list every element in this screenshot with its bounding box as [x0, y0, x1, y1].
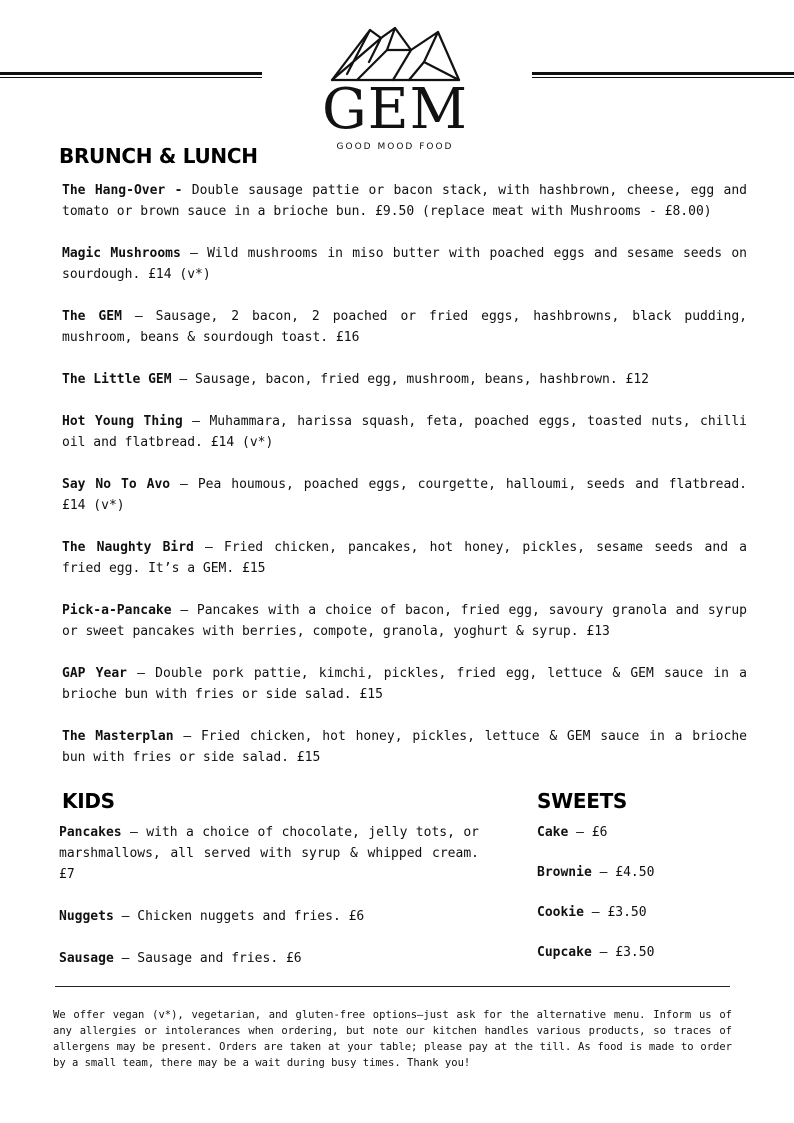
kids-menu-list	[59, 822, 479, 990]
menu-item-name: GAP Year	[62, 666, 127, 681]
menu-item-name: The GEM	[62, 309, 122, 324]
menu-item-name: Brownie	[537, 865, 592, 880]
menu-item-name: Sausage	[59, 951, 114, 966]
menu-item-description: – Sausage, 2 bacon, 2 poached or fried eggs, hashbrowns, black pudding, mushroom, beans & sourdough toast. £16	[62, 309, 747, 345]
menu-item-name: The Masterplan	[62, 729, 174, 744]
menu-item-description: – Fried chicken, hot honey, pickles, lettuce & GEM sauce in a brioche bun with fries or side salad. £15	[62, 729, 747, 765]
menu-item-name: Cake	[537, 825, 569, 840]
footer-divider	[55, 986, 730, 987]
menu-item	[62, 537, 747, 579]
menu-item-name: Pancakes	[59, 825, 122, 840]
menu-item	[59, 948, 479, 969]
menu-item	[537, 822, 757, 843]
brand-name: GEM	[322, 77, 468, 142]
menu-item	[62, 600, 747, 642]
header-rule-left	[0, 72, 262, 79]
footer-note: We offer vegan (v*), vegetarian, and gluten-free options—just ask for the alternative menu. Inform us of any allergies or intolerances when ordering, but note our kitchen handles various products, so traces of allergens may be present. Orders are taken at your table; please pay at the till. As food is made to order by a small team, there may be a wait during busy times. Thank you!	[53, 1009, 732, 1069]
menu-item-name: Nuggets	[59, 909, 114, 924]
menu-item	[62, 180, 747, 222]
menu-item-name: Hot Young Thing	[62, 414, 183, 429]
menu-item-description: – with a choice of chocolate, jelly tots, or marshmallows, all served with syrup & whipped cream. £7	[59, 825, 479, 882]
menu-item	[62, 474, 747, 516]
menu-item-description: – £3.50	[583, 905, 647, 920]
menu-item-description: – £3.50	[591, 945, 655, 960]
menu-item-description: – Sausage, bacon, fried egg, mushroom, beans, hashbrown. £12	[171, 372, 650, 387]
menu-item-description: – Wild mushrooms in miso butter with poached eggs and sesame seeds on sourdough. £14 (v*)	[62, 246, 747, 282]
menu-item-description: – £4.50	[591, 865, 655, 880]
menu-item-description: – Double pork pattie, kimchi, pickles, fried egg, lettuce & GEM sauce in a brioche bun with fries or side salad. £15	[62, 666, 748, 702]
menu-item	[62, 411, 747, 453]
menu-item	[62, 306, 747, 348]
menu-item-name: The Hang-Over -	[62, 183, 183, 198]
menu-item-name: The Little GEM	[62, 372, 172, 387]
menu-item	[62, 663, 747, 705]
section-heading-brunch: BRUNCH & LUNCH	[59, 144, 258, 168]
menu-item-description: – Muhammara, harissa squash, feta, poached eggs, toasted nuts, chilli oil and flatbread. £14 (v*)	[62, 414, 747, 450]
mountain-icon	[329, 26, 461, 84]
menu-item	[59, 906, 479, 927]
menu-item-name: Magic Mushrooms	[62, 246, 181, 261]
menu-item-name: Cupcake	[537, 945, 592, 960]
menu-item	[537, 862, 757, 883]
menu-item-description: Double sausage pattie or bacon stack, with hashbrown, cheese, egg and tomato or brown sauce in a brioche bun. £9.50 (replace meat with Mushrooms - £8.00)	[62, 183, 747, 219]
brand-tagline: GOOD MOOD FOOD	[336, 142, 454, 152]
menu-item-name: Pick-a-Pancake	[62, 603, 172, 618]
menu-item-description: – Chicken nuggets and fries. £6	[113, 909, 365, 924]
menu-item-description: – Pea houmous, poached eggs, courgette, halloumi, seeds and flatbread. £14 (v*)	[62, 477, 747, 513]
menu-item-name: The Naughty Bird	[62, 540, 194, 555]
header-rule-right	[532, 72, 794, 79]
menu-item-description: – Sausage and fries. £6	[113, 951, 302, 966]
sweets-menu-list	[537, 822, 757, 982]
menu-item-name: Cookie	[537, 905, 584, 920]
menu-item-name: Say No To Avo	[62, 477, 171, 492]
menu-item	[59, 822, 479, 885]
brunch-menu-list	[62, 180, 747, 789]
menu-item	[62, 243, 747, 285]
menu-item	[537, 902, 757, 923]
menu-item	[62, 726, 747, 768]
menu-item-description: – Fried chicken, pancakes, hot honey, pickles, sesame seeds and a fried egg. It’s a GEM. £15	[62, 540, 747, 576]
section-heading-sweets: SWEETS	[537, 789, 628, 813]
menu-item-description: – Pancakes with a choice of bacon, fried egg, savoury granola and syrup or sweet pancakes with berries, compote, granola, yoghurt & syrup. £13	[62, 603, 747, 639]
menu-item	[62, 369, 747, 390]
menu-item	[537, 942, 757, 963]
section-heading-kids: KIDS	[62, 789, 115, 813]
menu-item-description: – £6	[568, 825, 608, 840]
brand-logo	[320, 26, 470, 166]
